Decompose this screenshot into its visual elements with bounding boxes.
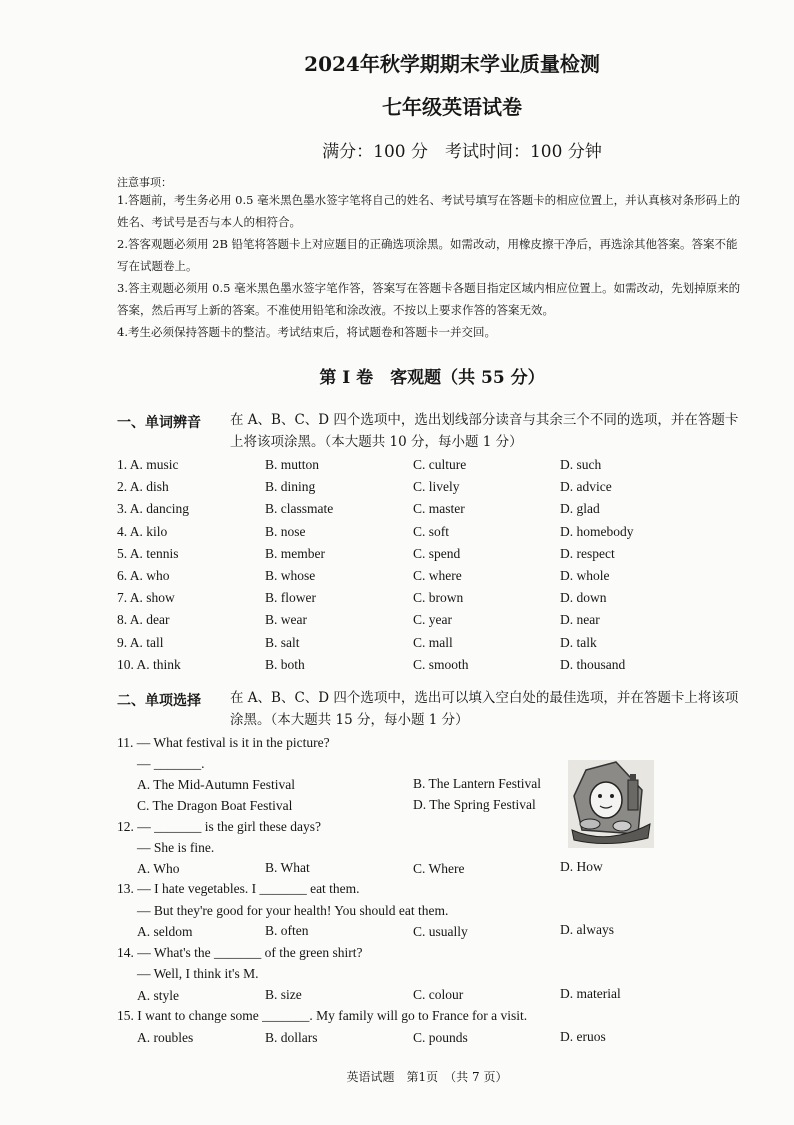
- q4-option-b: B. nose: [265, 523, 306, 539]
- q15-option-c: C. pounds: [413, 1030, 468, 1045]
- q1-option-d: D. such: [560, 457, 602, 472]
- q2-option-c: C. lively: [413, 479, 460, 495]
- q13-reply: — But they're good for your health! You should eat them.: [137, 903, 449, 918]
- part1-heading: 一、单词辨音: [117, 415, 201, 431]
- exam-subtitle: 七年级英语试卷: [382, 95, 522, 119]
- festival-picture: [568, 760, 654, 848]
- q13-option-a: A. seldom: [137, 924, 193, 939]
- q7-option-b: B. flower: [265, 590, 316, 606]
- q9-option-b: B. salt: [265, 634, 300, 650]
- q11-option-c: C. The Dragon Boat Festival: [137, 798, 293, 813]
- q2-option-d: D. advice: [560, 479, 612, 495]
- q3-option-b: B. classmate: [265, 501, 334, 517]
- q9-option-d: D. talk: [560, 634, 597, 650]
- q8-option-b: B. wear: [265, 612, 307, 628]
- q11-option-b: B. The Lantern Festival: [413, 776, 541, 791]
- q9-option-c: C. mall: [413, 634, 453, 650]
- note-3: 3.答主观题必须用 0.5 毫米黑色墨水签字笔作答，答案写在答题卡各题目指定区域内相应位置上。如需改动，先划掉原来的答案，然后再写上新的答案。不准使用铅笔和涂改液。不按以上要求作答的答案无效。: [117, 281, 741, 317]
- q1-option-c: C. culture: [413, 457, 467, 472]
- q7-option-c: C. brown: [413, 590, 464, 606]
- q12-option-d: D. How: [560, 859, 603, 874]
- part2-desc: 在 A、B、C、D 四个选项中，选出可以填入空白处的最佳选项，并在答题卡上将该项涂黑。（本大题共 15 分，每小题 1 分）: [230, 690, 739, 728]
- q11-option-a: A. The Mid-Autumn Festival: [137, 777, 295, 792]
- q8-option-a: 8. A. dear: [117, 612, 170, 628]
- notes-heading: 注意事项：: [117, 176, 172, 189]
- note-1: 1.答题前，考生务必用 0.5 毫米黑色墨水签字笔将自己的姓名、考试号填写在答题卡的相应位置上，并认真核对条形码上的姓名、考试号是否与本人的相符合。: [117, 193, 741, 229]
- part1-desc: 在 A、B、C、D 四个选项中，选出划线部分读音与其余三个不同的选项，并在答题卡上将该项涂黑。（本大题共 10 分，每小题 1 分）: [230, 412, 739, 450]
- q3-option-c: C. master: [413, 501, 465, 517]
- score-time: 满分：100 分 考试时间：100 分钟: [322, 142, 602, 162]
- q1-option-a: 1. A. music: [117, 457, 179, 472]
- q5-option-b: B. member: [265, 545, 325, 561]
- q1-option-b: B. mutton: [265, 457, 320, 472]
- q3-option-d: D. glad: [560, 501, 600, 517]
- q10-option-a: 10. A. think: [117, 656, 181, 672]
- q8-option-d: D. near: [560, 612, 600, 628]
- q11-reply: — _______.: [137, 756, 205, 771]
- q14-option-a: A. style: [137, 988, 179, 1003]
- q6-option-d: D. whole: [560, 568, 610, 583]
- q2-option-b: B. dining: [265, 479, 316, 495]
- q7-option-a: 7. A. show: [117, 590, 175, 606]
- q12-reply: — She is fine.: [137, 840, 215, 855]
- q12-option-c: C. Where: [413, 861, 465, 876]
- q10-option-d: D. thousand: [560, 656, 626, 672]
- q15-option-d: D. eruos: [560, 1029, 606, 1044]
- q12-stem: 12. — _______ is the girl these days?: [117, 819, 321, 834]
- section-title: 第 I 卷 客观题（共 55 分）: [319, 368, 545, 388]
- q14-option-b: B. size: [265, 987, 302, 1002]
- q14-option-c: C. colour: [413, 987, 464, 1002]
- q13-option-c: C. usually: [413, 924, 468, 939]
- q13-stem: 13. — I hate vegetables. I _______ eat them.: [117, 881, 360, 896]
- q8-option-c: C. year: [413, 612, 452, 628]
- q15-option-a: A. roubles: [137, 1030, 194, 1045]
- q14-stem: 14. — What's the _______ of the green shirt?: [117, 945, 363, 960]
- q11-stem: 11. — What festival is it in the picture?: [117, 735, 330, 750]
- q12-option-b: B. What: [265, 860, 310, 875]
- q5-option-d: D. respect: [560, 545, 615, 561]
- q5-option-c: C. spend: [413, 545, 461, 561]
- q14-option-d: D. material: [560, 986, 621, 1001]
- q15-option-b: B. dollars: [265, 1030, 318, 1045]
- q11-option-d: D. The Spring Festival: [413, 797, 536, 812]
- q4-option-d: D. homebody: [560, 523, 634, 539]
- q6-option-a: 6. A. who: [117, 568, 170, 583]
- note-4: 4.考生必须保持答题卡的整洁。考试结束后，将试题卷和答题卡一并交回。: [117, 325, 496, 339]
- q9-option-a: 9. A. tall: [117, 634, 164, 650]
- q4-option-c: C. soft: [413, 523, 450, 539]
- page-footer: 英语试题 第1页 （共 7 页）: [346, 1070, 508, 1084]
- q2-option-a: 2. A. dish: [117, 479, 169, 495]
- q6-option-c: C. where: [413, 568, 462, 583]
- q15-stem: 15. I want to change some _______. My family will go to France for a visit.: [117, 1008, 528, 1023]
- q13-option-d: D. always: [560, 922, 614, 937]
- q5-option-a: 5. A. tennis: [117, 545, 179, 561]
- q10-option-c: C. smooth: [413, 656, 469, 672]
- q7-option-d: D. down: [560, 590, 607, 606]
- q3-option-a: 3. A. dancing: [117, 501, 189, 517]
- note-2: 2.答客观题必须用 2B 铅笔将答题卡上对应题目的正确选项涂黑。如需改动，用橡皮擦干净后，再选涂其他答案。答案不能写在试题卷上。: [117, 237, 738, 273]
- q4-option-a: 4. A. kilo: [117, 523, 168, 539]
- part2-heading: 二、单项选择: [117, 693, 201, 709]
- q13-option-b: B. often: [265, 923, 309, 938]
- exam-title: 2024年秋学期期末学业质量检测: [304, 52, 600, 76]
- q6-option-b: B. whose: [265, 568, 316, 583]
- q12-option-a: A. Who: [137, 861, 180, 876]
- q14-reply: — Well, I think it's M.: [137, 966, 259, 981]
- q10-option-b: B. both: [265, 656, 305, 672]
